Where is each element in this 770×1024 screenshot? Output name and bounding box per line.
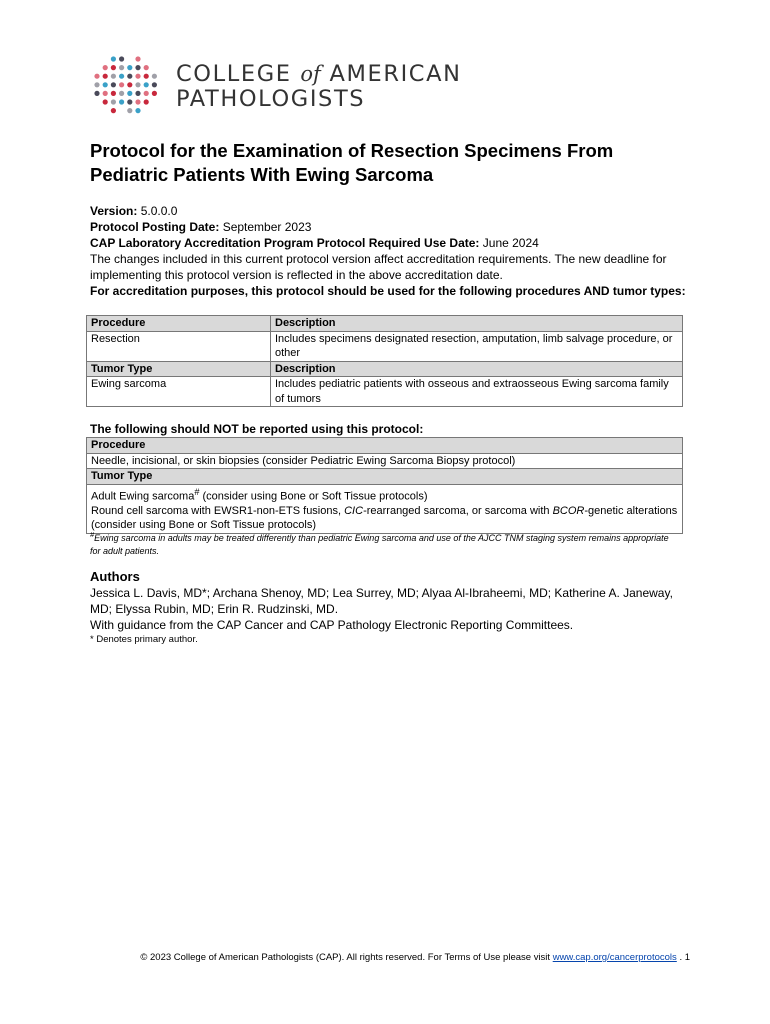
logo-dot <box>127 108 132 113</box>
authors-heading: Authors <box>90 569 140 584</box>
table-row <box>87 484 683 533</box>
logo-dot <box>111 65 116 70</box>
cap-dots-icon <box>92 54 162 120</box>
logo-dot <box>119 65 124 70</box>
accreditation-purpose <box>90 283 690 299</box>
accreditation-date-label: CAP Laboratory Accreditation Program Protocol Required Use Date: <box>90 236 480 250</box>
logo-dot <box>111 108 116 113</box>
logo-dot <box>135 82 140 87</box>
posting-date-value: September 2023 <box>222 220 312 234</box>
tumor-description-cell: Includes pediatric patients with osseous and extraosseous Ewing sarcoma family of tumors <box>271 377 683 407</box>
table-row <box>87 453 683 469</box>
header-procedure: Procedure <box>87 438 683 454</box>
guidance-line: With guidance from the CAP Cancer and CAP Pathology Electronic Reporting Committees. <box>90 618 574 632</box>
copyright-text: © 2023 College of American Pathologists (CAP). All rights reserved. For Terms of Use please visit <box>140 952 553 963</box>
page-number: . 1 <box>679 952 690 963</box>
excluded-tumor-adult: Adult Ewing sarcoma <box>91 490 195 503</box>
page-title: Protocol for the Examination of Resection Specimens From Pediatric Patients With Ewing Sarcoma <box>90 140 614 185</box>
logo-dot <box>135 99 140 104</box>
excluded-tumor-adult-note: (consider using Bone or Soft Tissue protocols) <box>199 490 428 503</box>
gene-bcor: BCOR <box>552 504 585 517</box>
logo-dot <box>135 91 140 96</box>
logo-dot <box>144 74 149 79</box>
authors-block <box>90 585 690 633</box>
primary-author-note: * Denotes primary author. <box>90 634 198 645</box>
logo-dot <box>144 82 149 87</box>
protocol-meta <box>90 203 690 299</box>
procedures-table <box>86 315 683 407</box>
logo-dot <box>94 82 99 87</box>
footnote-marker: # <box>194 486 200 497</box>
table-row <box>87 331 683 361</box>
logo-dot <box>127 82 132 87</box>
excluded-tumor-bcor-text: -genetic alterations (consider using Bone or Soft Tissue protocols) <box>91 504 678 532</box>
logo-dot <box>119 91 124 96</box>
header-tumor-type: Tumor Type <box>87 469 683 485</box>
logo-dot <box>103 65 108 70</box>
table-header-row <box>87 316 683 332</box>
changes-note: The changes included in this current protocol version affect accreditation requirements. The new deadline for implementing this protocol version is reflected in the above accreditation date. <box>90 252 667 282</box>
exclusions-table <box>86 437 683 534</box>
logo-dot <box>127 65 132 70</box>
tumor-type-cell: Ewing sarcoma <box>87 377 271 407</box>
footnote-mark: # <box>90 530 95 539</box>
logo-dot <box>144 65 149 70</box>
logo-dot <box>103 99 108 104</box>
table-footnote <box>90 528 680 558</box>
logo-dot <box>111 91 116 96</box>
logo-dot <box>111 82 116 87</box>
page-footer <box>90 952 690 963</box>
excluded-procedure-cell: Needle, incisional, or skin biopsies (consider Pediatric Ewing Sarcoma Biopsy protocol) <box>87 453 683 469</box>
exclusions-heading: The following should NOT be reported using this protocol: <box>90 422 424 436</box>
excluded-tumor-cell <box>87 484 683 533</box>
logo-word-college: COLLEGE <box>176 61 292 87</box>
version-label: Version: <box>90 204 138 218</box>
table-header-row <box>87 361 683 377</box>
footnote-text: Ewing sarcoma in adults may be treated differently than pediatric Ewing sarcoma and use of the AJCC TNM staging system remains appropriate for adult patients. <box>90 533 669 556</box>
logo-dot <box>152 91 157 96</box>
cap-protocols-link[interactable]: www.cap.org/cancerprotocols <box>552 952 677 963</box>
logo-dot <box>119 82 124 87</box>
accreditation-date-value: June 2024 <box>482 236 539 250</box>
logo-wordmark <box>176 62 462 112</box>
table-header-row <box>87 469 683 485</box>
version-value: 5.0.0.0 <box>140 204 178 218</box>
header-procedure: Procedure <box>87 316 271 332</box>
logo-word-american: AMERICAN <box>329 61 462 87</box>
cap-logo <box>92 54 492 120</box>
logo-dot <box>111 99 116 104</box>
excluded-tumor-round-cell: Round cell sarcoma with EWSR1-non-ETS fusions, <box>91 504 345 517</box>
logo-word-pathologists: PATHOLOGISTS <box>176 86 366 112</box>
logo-dot <box>152 74 157 79</box>
logo-dot <box>111 56 116 61</box>
logo-dot <box>119 74 124 79</box>
logo-dot <box>135 108 140 113</box>
logo-dot <box>144 99 149 104</box>
version-line <box>90 203 690 219</box>
logo-dot <box>119 99 124 104</box>
posting-date-label: Protocol Posting Date: <box>90 220 220 234</box>
posting-date-line <box>90 219 690 235</box>
logo-dot <box>103 74 108 79</box>
table-row <box>87 377 683 407</box>
table-header-row <box>87 438 683 454</box>
logo-dot <box>127 91 132 96</box>
logo-dot <box>144 91 149 96</box>
accreditation-purpose-text: For accreditation purposes, this protocol should be used for the following procedures AND tumor types: <box>90 284 686 298</box>
logo-dot <box>94 91 99 96</box>
logo-dot <box>152 82 157 87</box>
procedure-cell: Resection <box>87 331 271 361</box>
logo-dot <box>135 74 140 79</box>
gene-cic: CIC <box>344 504 364 517</box>
excluded-tumor-cic-text: -rearranged sarcoma, or sarcoma with <box>363 504 553 517</box>
logo-dot <box>103 82 108 87</box>
logo-dot <box>135 65 140 70</box>
header-description: Description <box>271 316 683 332</box>
authors-list: Jessica L. Davis, MD*; Archana Shenoy, MD; Lea Surrey, MD; Alyaa Al-Ibraheemi, MD; Katherine A. Janeway, MD; Elyssa Rubin, MD; Erin R. Rudzinski, MD. <box>90 586 673 616</box>
logo-dot <box>103 91 108 96</box>
header-tumor-type: Tumor Type <box>87 361 271 377</box>
logo-dot <box>127 74 132 79</box>
procedure-description-cell: Includes specimens designated resection, amputation, limb salvage procedure, or other <box>271 331 683 361</box>
logo-word-of: of <box>300 62 321 86</box>
logo-dot <box>127 99 132 104</box>
accreditation-date-line <box>90 235 690 251</box>
header-description: Description <box>271 361 683 377</box>
logo-dot <box>94 74 99 79</box>
logo-dot <box>119 56 124 61</box>
logo-dot <box>111 74 116 79</box>
logo-dot <box>135 56 140 61</box>
